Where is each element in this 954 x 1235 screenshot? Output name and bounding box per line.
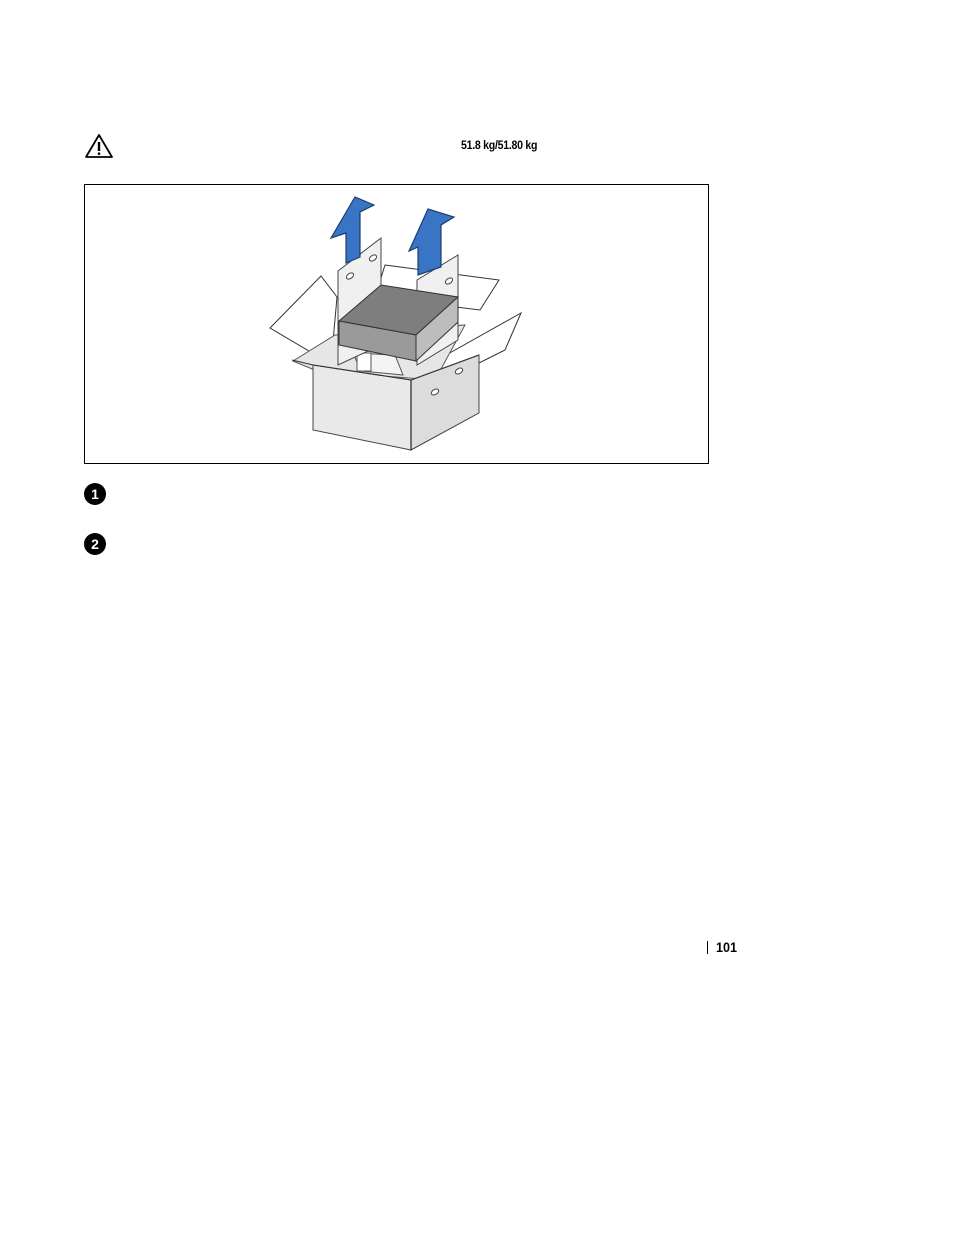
page-footer: [707, 937, 739, 957]
unpacking-box-illustration: [85, 185, 708, 463]
warning-triangle-icon: [84, 133, 114, 159]
page-number: 101: [716, 939, 738, 955]
footer-divider: [707, 941, 708, 954]
step-2-badge: 2: [84, 533, 106, 555]
weight-caution-text: 51.8 kg/51.80 kg: [461, 138, 538, 152]
step-1-badge: 1: [84, 483, 106, 505]
unpacking-figure: [84, 184, 709, 464]
